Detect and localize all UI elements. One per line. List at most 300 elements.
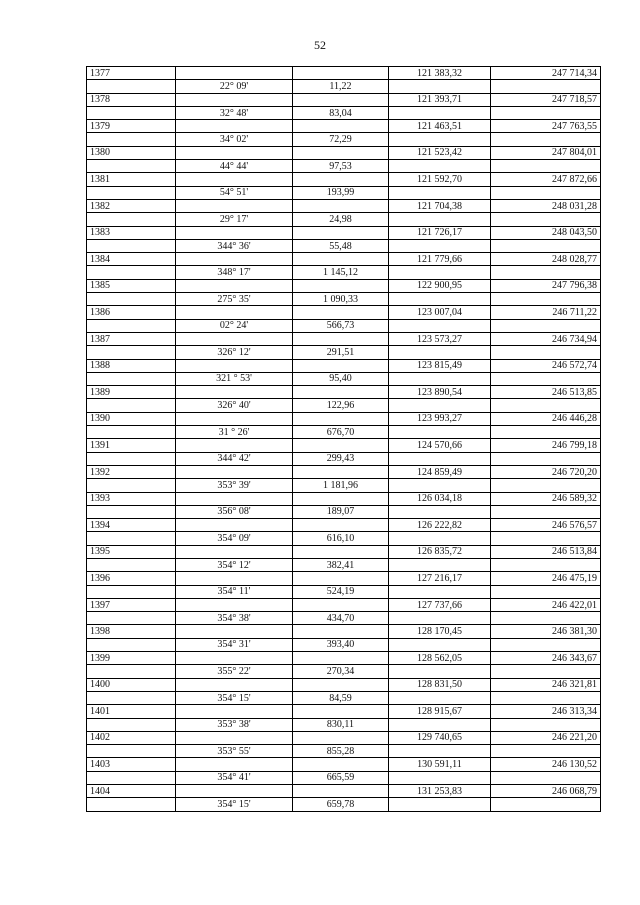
empty-cell	[389, 106, 491, 119]
empty-cell	[293, 67, 389, 80]
empty-cell	[87, 505, 176, 518]
segment-length-cell: 24,98	[293, 213, 389, 226]
point-number-cell: 1385	[87, 279, 176, 292]
empty-cell	[87, 532, 176, 545]
empty-cell	[389, 426, 491, 439]
x-coordinate-cell: 121 779,66	[389, 253, 491, 266]
empty-cell	[176, 359, 293, 372]
direction-angle-cell: 54° 51'	[176, 186, 293, 199]
direction-angle-cell: 321 ° 53'	[176, 372, 293, 385]
point-number-cell: 1399	[87, 652, 176, 665]
empty-cell	[87, 718, 176, 731]
segment-row	[87, 505, 601, 518]
segment-length-cell: 659,78	[293, 798, 389, 811]
segment-length-cell: 11,22	[293, 80, 389, 93]
point-number-cell: 1401	[87, 705, 176, 718]
empty-cell	[389, 505, 491, 518]
segment-length-cell: 665,59	[293, 771, 389, 784]
empty-cell	[491, 612, 601, 625]
empty-cell	[87, 558, 176, 571]
point-number-cell: 1397	[87, 598, 176, 611]
empty-cell	[293, 120, 389, 133]
empty-cell	[176, 332, 293, 345]
empty-cell	[176, 625, 293, 638]
empty-cell	[293, 678, 389, 691]
x-coordinate-cell: 127 216,17	[389, 572, 491, 585]
empty-cell	[176, 412, 293, 425]
segment-row	[87, 346, 601, 359]
empty-cell	[293, 572, 389, 585]
empty-cell	[491, 558, 601, 571]
empty-cell	[87, 319, 176, 332]
direction-angle-cell: 344° 36'	[176, 239, 293, 252]
empty-cell	[176, 253, 293, 266]
empty-cell	[389, 585, 491, 598]
direction-angle-cell: 353° 39'	[176, 479, 293, 492]
segment-row	[87, 771, 601, 784]
x-coordinate-cell: 121 393,71	[389, 93, 491, 106]
direction-angle-cell: 355° 22'	[176, 665, 293, 678]
x-coordinate-cell: 123 993,27	[389, 412, 491, 425]
empty-cell	[389, 239, 491, 252]
direction-angle-cell: 354° 11'	[176, 585, 293, 598]
y-coordinate-cell: 246 475,19	[491, 572, 601, 585]
empty-cell	[176, 598, 293, 611]
empty-cell	[293, 731, 389, 744]
empty-cell	[491, 186, 601, 199]
segment-length-cell: 97,53	[293, 160, 389, 173]
y-coordinate-cell: 247 718,57	[491, 93, 601, 106]
x-coordinate-cell: 124 859,49	[389, 465, 491, 478]
empty-cell	[491, 133, 601, 146]
point-row	[87, 758, 601, 771]
direction-angle-cell: 354° 38'	[176, 612, 293, 625]
x-coordinate-cell: 128 170,45	[389, 625, 491, 638]
segment-row	[87, 106, 601, 119]
empty-cell	[176, 439, 293, 452]
empty-cell	[389, 479, 491, 492]
point-number-cell: 1402	[87, 731, 176, 744]
direction-angle-cell: 326° 40'	[176, 399, 293, 412]
empty-cell	[491, 319, 601, 332]
empty-cell	[389, 399, 491, 412]
empty-cell	[87, 691, 176, 704]
y-coordinate-cell: 246 422,01	[491, 598, 601, 611]
empty-cell	[293, 386, 389, 399]
x-coordinate-cell: 121 463,51	[389, 120, 491, 133]
x-coordinate-cell: 126 034,18	[389, 492, 491, 505]
point-row	[87, 306, 601, 319]
empty-cell	[176, 306, 293, 319]
segment-row	[87, 558, 601, 571]
direction-angle-cell: 32° 48'	[176, 106, 293, 119]
empty-cell	[293, 253, 389, 266]
point-number-cell: 1393	[87, 492, 176, 505]
empty-cell	[389, 718, 491, 731]
segment-length-cell: 55,48	[293, 239, 389, 252]
empty-cell	[87, 798, 176, 811]
empty-cell	[491, 585, 601, 598]
point-row	[87, 731, 601, 744]
segment-row	[87, 665, 601, 678]
y-coordinate-cell: 246 572,74	[491, 359, 601, 372]
empty-cell	[176, 93, 293, 106]
point-number-cell: 1394	[87, 519, 176, 532]
segment-length-cell: 193,99	[293, 186, 389, 199]
empty-cell	[293, 173, 389, 186]
y-coordinate-cell: 246 068,79	[491, 785, 601, 798]
point-number-cell: 1392	[87, 465, 176, 478]
x-coordinate-cell: 124 570,66	[389, 439, 491, 452]
segment-row	[87, 213, 601, 226]
empty-cell	[389, 745, 491, 758]
point-number-cell: 1396	[87, 572, 176, 585]
y-coordinate-cell: 246 130,52	[491, 758, 601, 771]
empty-cell	[389, 558, 491, 571]
point-row	[87, 572, 601, 585]
empty-cell	[389, 612, 491, 625]
x-coordinate-cell: 121 383,32	[389, 67, 491, 80]
y-coordinate-cell: 246 446,28	[491, 412, 601, 425]
segment-length-cell: 270,34	[293, 665, 389, 678]
empty-cell	[491, 505, 601, 518]
y-coordinate-cell: 248 028,77	[491, 253, 601, 266]
segment-row	[87, 266, 601, 279]
empty-cell	[491, 106, 601, 119]
empty-cell	[293, 758, 389, 771]
point-number-cell: 1380	[87, 146, 176, 159]
empty-cell	[87, 585, 176, 598]
empty-cell	[389, 160, 491, 173]
point-number-cell: 1404	[87, 785, 176, 798]
empty-cell	[491, 266, 601, 279]
y-coordinate-cell: 246 720,20	[491, 465, 601, 478]
x-coordinate-cell: 123 815,49	[389, 359, 491, 372]
segment-row	[87, 585, 601, 598]
empty-cell	[176, 386, 293, 399]
direction-angle-cell: 275° 35'	[176, 293, 293, 306]
segment-row	[87, 452, 601, 465]
empty-cell	[87, 479, 176, 492]
point-number-cell: 1379	[87, 120, 176, 133]
empty-cell	[176, 545, 293, 558]
empty-cell	[293, 93, 389, 106]
direction-angle-cell: 353° 38'	[176, 718, 293, 731]
empty-cell	[491, 718, 601, 731]
empty-cell	[176, 67, 293, 80]
x-coordinate-cell: 121 704,38	[389, 199, 491, 212]
page-number: 52	[314, 38, 326, 52]
point-row	[87, 652, 601, 665]
direction-angle-cell: 02° 24'	[176, 319, 293, 332]
empty-cell	[87, 80, 176, 93]
y-coordinate-cell: 246 313,34	[491, 705, 601, 718]
empty-cell	[491, 745, 601, 758]
empty-cell	[87, 745, 176, 758]
empty-cell	[389, 638, 491, 651]
y-coordinate-cell: 246 381,30	[491, 625, 601, 638]
empty-cell	[176, 226, 293, 239]
x-coordinate-cell: 129 740,65	[389, 731, 491, 744]
empty-cell	[293, 279, 389, 292]
x-coordinate-cell: 131 253,83	[389, 785, 491, 798]
point-number-cell: 1388	[87, 359, 176, 372]
segment-length-cell: 434,70	[293, 612, 389, 625]
segment-length-cell: 189,07	[293, 505, 389, 518]
segment-row	[87, 718, 601, 731]
empty-cell	[87, 426, 176, 439]
empty-cell	[176, 279, 293, 292]
point-number-cell: 1382	[87, 199, 176, 212]
empty-cell	[491, 80, 601, 93]
y-coordinate-cell: 247 763,55	[491, 120, 601, 133]
direction-angle-cell: 344° 42'	[176, 452, 293, 465]
point-number-cell: 1389	[87, 386, 176, 399]
segment-length-cell: 524,19	[293, 585, 389, 598]
segment-row	[87, 239, 601, 252]
empty-cell	[389, 319, 491, 332]
empty-cell	[87, 771, 176, 784]
y-coordinate-cell: 246 799,18	[491, 439, 601, 452]
x-coordinate-cell: 121 523,42	[389, 146, 491, 159]
empty-cell	[389, 372, 491, 385]
x-coordinate-cell: 128 915,67	[389, 705, 491, 718]
point-row	[87, 412, 601, 425]
point-row	[87, 519, 601, 532]
empty-cell	[389, 798, 491, 811]
empty-cell	[87, 452, 176, 465]
x-coordinate-cell: 126 222,82	[389, 519, 491, 532]
empty-cell	[293, 519, 389, 532]
point-row	[87, 625, 601, 638]
point-row	[87, 199, 601, 212]
direction-angle-cell: 354° 31'	[176, 638, 293, 651]
y-coordinate-cell: 248 031,28	[491, 199, 601, 212]
empty-cell	[389, 532, 491, 545]
segment-row	[87, 399, 601, 412]
segment-length-cell: 1 145,12	[293, 266, 389, 279]
empty-cell	[176, 519, 293, 532]
y-coordinate-cell: 246 711,22	[491, 306, 601, 319]
empty-cell	[87, 213, 176, 226]
y-coordinate-cell: 247 804,01	[491, 146, 601, 159]
empty-cell	[293, 785, 389, 798]
point-row	[87, 67, 601, 80]
point-row	[87, 359, 601, 372]
direction-angle-cell: 326° 12'	[176, 346, 293, 359]
direction-angle-cell: 34° 02'	[176, 133, 293, 146]
point-row	[87, 678, 601, 691]
point-number-cell: 1378	[87, 93, 176, 106]
empty-cell	[176, 678, 293, 691]
empty-cell	[293, 359, 389, 372]
segment-length-cell: 95,40	[293, 372, 389, 385]
empty-cell	[491, 372, 601, 385]
point-row	[87, 439, 601, 452]
segment-length-cell: 84,59	[293, 691, 389, 704]
direction-angle-cell: 31 ° 26'	[176, 426, 293, 439]
direction-angle-cell: 348° 17'	[176, 266, 293, 279]
segment-length-cell: 291,51	[293, 346, 389, 359]
empty-cell	[293, 146, 389, 159]
point-row	[87, 120, 601, 133]
segment-row	[87, 691, 601, 704]
empty-cell	[293, 545, 389, 558]
empty-cell	[389, 293, 491, 306]
point-row	[87, 545, 601, 558]
coordinates-table-body	[87, 67, 601, 812]
empty-cell	[491, 798, 601, 811]
point-row	[87, 386, 601, 399]
x-coordinate-cell: 127 737,66	[389, 598, 491, 611]
y-coordinate-cell: 246 343,67	[491, 652, 601, 665]
empty-cell	[176, 652, 293, 665]
empty-cell	[389, 186, 491, 199]
empty-cell	[176, 731, 293, 744]
x-coordinate-cell: 123 007,04	[389, 306, 491, 319]
point-row	[87, 492, 601, 505]
x-coordinate-cell: 121 726,17	[389, 226, 491, 239]
x-coordinate-cell: 123 573,27	[389, 332, 491, 345]
x-coordinate-cell: 122 900,95	[389, 279, 491, 292]
empty-cell	[176, 492, 293, 505]
empty-cell	[176, 465, 293, 478]
y-coordinate-cell: 246 734,94	[491, 332, 601, 345]
empty-cell	[176, 705, 293, 718]
y-coordinate-cell: 248 043,50	[491, 226, 601, 239]
x-coordinate-cell: 128 562,05	[389, 652, 491, 665]
point-row	[87, 93, 601, 106]
empty-cell	[491, 452, 601, 465]
empty-cell	[491, 213, 601, 226]
empty-cell	[87, 638, 176, 651]
empty-cell	[176, 785, 293, 798]
point-number-cell: 1403	[87, 758, 176, 771]
segment-length-cell: 830,11	[293, 718, 389, 731]
segment-row	[87, 532, 601, 545]
point-number-cell: 1383	[87, 226, 176, 239]
point-row	[87, 173, 601, 186]
segment-row	[87, 80, 601, 93]
y-coordinate-cell: 247 872,66	[491, 173, 601, 186]
y-coordinate-cell: 247 714,34	[491, 67, 601, 80]
y-coordinate-cell: 247 796,38	[491, 279, 601, 292]
point-row	[87, 465, 601, 478]
empty-cell	[491, 426, 601, 439]
segment-row	[87, 160, 601, 173]
empty-cell	[491, 399, 601, 412]
segment-row	[87, 372, 601, 385]
direction-angle-cell: 354° 09'	[176, 532, 293, 545]
empty-cell	[293, 625, 389, 638]
segment-length-cell: 1 090,33	[293, 293, 389, 306]
empty-cell	[87, 160, 176, 173]
y-coordinate-cell: 246 589,32	[491, 492, 601, 505]
y-coordinate-cell: 246 221,20	[491, 731, 601, 744]
point-number-cell: 1381	[87, 173, 176, 186]
y-coordinate-cell: 246 513,84	[491, 545, 601, 558]
point-row	[87, 226, 601, 239]
point-row	[87, 253, 601, 266]
point-row	[87, 705, 601, 718]
empty-cell	[293, 439, 389, 452]
point-number-cell: 1395	[87, 545, 176, 558]
empty-cell	[87, 372, 176, 385]
empty-cell	[176, 758, 293, 771]
point-number-cell: 1386	[87, 306, 176, 319]
empty-cell	[293, 306, 389, 319]
empty-cell	[389, 665, 491, 678]
empty-cell	[293, 598, 389, 611]
y-coordinate-cell: 246 576,57	[491, 519, 601, 532]
empty-cell	[491, 665, 601, 678]
x-coordinate-cell: 123 890,54	[389, 386, 491, 399]
point-number-cell: 1384	[87, 253, 176, 266]
empty-cell	[293, 705, 389, 718]
segment-length-cell: 566,73	[293, 319, 389, 332]
empty-cell	[176, 572, 293, 585]
x-coordinate-cell: 121 592,70	[389, 173, 491, 186]
direction-angle-cell: 354° 12'	[176, 558, 293, 571]
empty-cell	[389, 771, 491, 784]
empty-cell	[491, 293, 601, 306]
coordinates-table	[86, 66, 601, 812]
point-number-cell: 1400	[87, 678, 176, 691]
y-coordinate-cell: 246 321,81	[491, 678, 601, 691]
segment-length-cell: 1 181,96	[293, 479, 389, 492]
empty-cell	[87, 186, 176, 199]
empty-cell	[293, 226, 389, 239]
direction-angle-cell: 353° 55'	[176, 745, 293, 758]
x-coordinate-cell: 130 591,11	[389, 758, 491, 771]
empty-cell	[389, 213, 491, 226]
empty-cell	[491, 160, 601, 173]
empty-cell	[293, 412, 389, 425]
x-coordinate-cell: 128 831,50	[389, 678, 491, 691]
empty-cell	[176, 146, 293, 159]
point-number-cell: 1377	[87, 67, 176, 80]
segment-row	[87, 186, 601, 199]
empty-cell	[491, 691, 601, 704]
point-row	[87, 279, 601, 292]
segment-row	[87, 479, 601, 492]
empty-cell	[491, 771, 601, 784]
empty-cell	[293, 652, 389, 665]
direction-angle-cell: 354° 15'	[176, 798, 293, 811]
segment-row	[87, 638, 601, 651]
empty-cell	[87, 612, 176, 625]
segment-row	[87, 133, 601, 146]
empty-cell	[176, 120, 293, 133]
segment-length-cell: 382,41	[293, 558, 389, 571]
direction-angle-cell: 44° 44'	[176, 160, 293, 173]
empty-cell	[87, 239, 176, 252]
direction-angle-cell: 354° 15'	[176, 691, 293, 704]
empty-cell	[491, 638, 601, 651]
empty-cell	[389, 133, 491, 146]
point-number-cell: 1398	[87, 625, 176, 638]
segment-length-cell: 616,10	[293, 532, 389, 545]
point-row	[87, 146, 601, 159]
segment-length-cell: 299,43	[293, 452, 389, 465]
direction-angle-cell: 356° 08'	[176, 505, 293, 518]
segment-row	[87, 745, 601, 758]
empty-cell	[87, 665, 176, 678]
empty-cell	[293, 199, 389, 212]
empty-cell	[87, 106, 176, 119]
empty-cell	[491, 532, 601, 545]
empty-cell	[389, 346, 491, 359]
